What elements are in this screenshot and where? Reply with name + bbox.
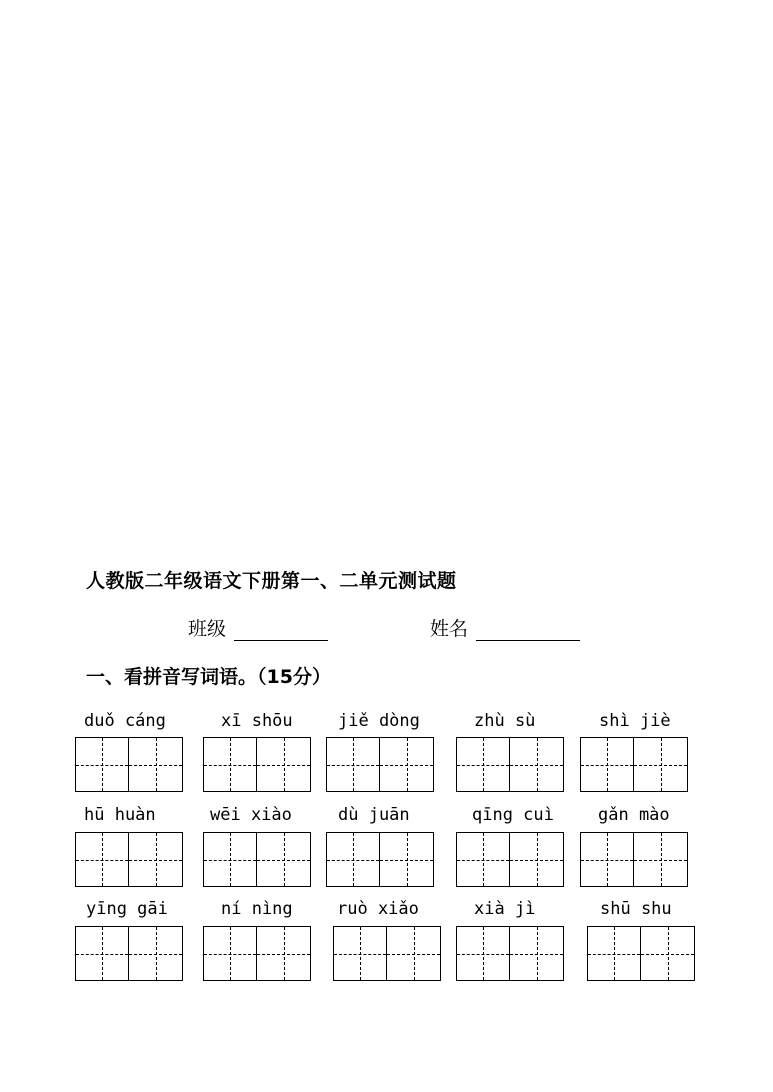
pinyin-label: ní nìng [221, 899, 293, 919]
pinyin-label: hū huàn [84, 805, 156, 825]
writing-box[interactable] [333, 926, 441, 981]
pinyin-label: xià jì [474, 899, 536, 919]
writing-box[interactable] [580, 737, 688, 792]
writing-box[interactable] [75, 737, 183, 792]
writing-box[interactable] [587, 926, 695, 981]
writing-box[interactable] [326, 832, 434, 887]
pinyin-label: shì jiè [599, 711, 671, 731]
pinyin-label: yīng gāi [86, 899, 168, 919]
writing-box[interactable] [203, 926, 311, 981]
writing-box[interactable] [456, 832, 564, 887]
pinyin-label: gǎn mào [598, 805, 670, 825]
writing-box[interactable] [580, 832, 688, 887]
class-field [188, 614, 328, 641]
writing-box[interactable] [326, 737, 434, 792]
pinyin-label: wēi xiào [210, 805, 292, 825]
class-blank[interactable] [234, 620, 328, 641]
pinyin-label: qīng cuì [472, 805, 554, 825]
pinyin-label: ruò xiǎo [337, 899, 419, 919]
pinyin-label: xī shōu [221, 711, 293, 731]
writing-box[interactable] [75, 832, 183, 887]
writing-box[interactable] [456, 926, 564, 981]
pinyin-label: shū shu [600, 899, 672, 919]
pinyin-label: zhù sù [474, 711, 536, 731]
writing-box[interactable] [75, 926, 183, 981]
pinyin-label: dù juān [338, 805, 410, 825]
pinyin-label: duǒ cáng [84, 711, 166, 731]
name-field [430, 614, 580, 641]
name-label: 姓名 [430, 618, 469, 640]
writing-box[interactable] [456, 737, 564, 792]
writing-box[interactable] [203, 832, 311, 887]
page-title: 人教版二年级语文下册第一、二单元测试题 [86, 570, 457, 592]
writing-box[interactable] [203, 737, 311, 792]
section-heading: 一、看拼音写词语。（15分） [86, 666, 331, 688]
class-label: 班级 [188, 618, 227, 640]
pinyin-label: jiě dòng [338, 711, 420, 731]
name-blank[interactable] [476, 620, 580, 641]
